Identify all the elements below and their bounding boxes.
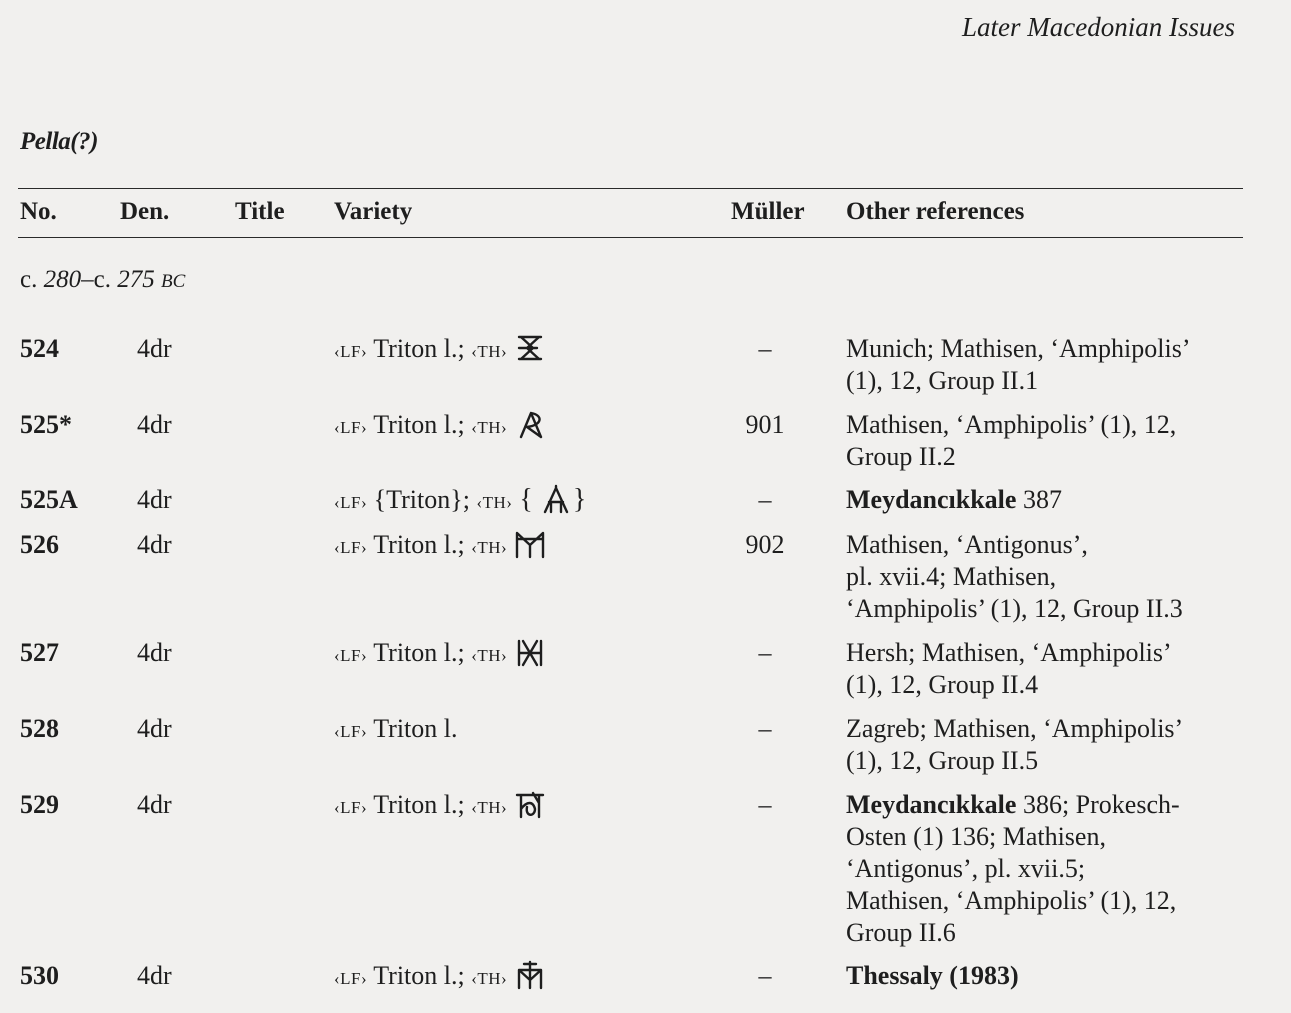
reference-text: (1), 12, Group II.5 (846, 746, 1039, 775)
running-head: Later Macedonian Issues (962, 12, 1235, 42)
reference-text: Osten (1) 136; Mathisen, (846, 822, 1106, 851)
brace-open: { (512, 484, 533, 515)
left-field-marker: ‹LF› (334, 538, 368, 557)
reference-line (846, 409, 1246, 441)
reference-hoard: Meydancıkkale (846, 790, 1017, 819)
left-field-marker: ‹LF› (334, 342, 368, 361)
coin-number: 525* (20, 410, 72, 439)
reference-hoard: Thessaly (1983) (846, 961, 1019, 990)
other-references (846, 637, 1246, 701)
left-field-marker: ‹LF› (334, 418, 368, 437)
muller-number: – (758, 334, 772, 363)
coin-number: 529 (20, 790, 59, 819)
muller-number: – (758, 485, 772, 514)
reference-text: Mathisen, ‘Amphipolis’ (1), 12, (846, 410, 1177, 439)
throne-marker: ‹TH› (476, 493, 513, 512)
reference-line (846, 669, 1246, 701)
variety (334, 789, 547, 824)
period-year-start: 280 (43, 266, 82, 293)
other-references (846, 409, 1246, 473)
reference-line (846, 789, 1246, 821)
reference-line (846, 745, 1246, 777)
coin-number: 530 (20, 961, 59, 990)
header-muller: Müller (731, 198, 805, 225)
reference-line (846, 821, 1246, 853)
header-rule-bottom (18, 237, 1243, 238)
reference-text: Mathisen, ‘Antigonus’, (846, 530, 1088, 559)
monogram-icon (513, 333, 547, 363)
header-rule-top (18, 188, 1243, 189)
denomination: 4dr (137, 485, 172, 514)
monogram-icon (539, 484, 573, 514)
other-references (846, 960, 1246, 992)
reference-text: Hersh; Mathisen, ‘Amphipolis’ (846, 638, 1172, 667)
coin-number: 525A (20, 485, 78, 514)
reference-text: Mathisen, ‘Amphipolis’ (1), 12, (846, 886, 1177, 915)
reference-text: Group II.6 (846, 918, 956, 947)
reference-line (846, 529, 1246, 561)
other-references (846, 713, 1246, 777)
reference-line (846, 853, 1246, 885)
reference-line (846, 960, 1246, 992)
throne-marker: ‹TH› (471, 538, 508, 557)
left-field-marker: ‹LF› (334, 969, 368, 988)
reference-text: Zagreb; Mathisen, ‘Amphipolis’ (846, 714, 1184, 743)
header-title: Title (235, 198, 285, 225)
reference-text: Group II.2 (846, 442, 956, 471)
reference-line (846, 484, 1246, 516)
monogram-icon (513, 529, 547, 559)
variety (334, 960, 547, 995)
variety (334, 637, 547, 672)
reference-text: Munich; Mathisen, ‘Amphipolis’ (846, 334, 1191, 363)
monogram-icon (513, 960, 547, 990)
reference-line (846, 333, 1246, 365)
denomination: 4dr (137, 961, 172, 990)
monogram-icon (513, 637, 547, 667)
variety (334, 484, 586, 519)
denomination: 4dr (137, 410, 172, 439)
variety (334, 529, 547, 564)
throne-marker: ‹TH› (471, 418, 508, 437)
muller-number: – (758, 961, 772, 990)
reference-line (846, 561, 1246, 593)
denomination: 4dr (137, 790, 172, 819)
monogram-icon (513, 789, 547, 819)
variety-text: Triton l. (367, 714, 458, 743)
denomination: 4dr (137, 334, 172, 363)
variety-text: Triton l.; (367, 638, 472, 667)
variety (334, 333, 547, 368)
variety (334, 409, 547, 444)
period-c1: c. (20, 266, 38, 293)
variety-text: Triton l.; (367, 334, 472, 363)
coin-number: 524 (20, 334, 59, 363)
reference-line (846, 637, 1246, 669)
muller-number: – (758, 790, 772, 819)
coin-number: 526 (20, 530, 59, 559)
header-no: No. (20, 198, 57, 225)
variety-text: Triton l.; (367, 410, 472, 439)
muller-number: – (758, 714, 772, 743)
header-variety: Variety (334, 198, 413, 225)
other-references (846, 789, 1246, 949)
left-field-marker: ‹LF› (334, 493, 368, 512)
monogram-icon (513, 409, 547, 439)
reference-line (846, 917, 1246, 949)
period-c2: –c. (81, 266, 111, 293)
throne-marker: ‹TH› (471, 969, 508, 988)
denomination: 4dr (137, 714, 172, 743)
reference-text: 387 (1016, 485, 1062, 514)
throne-marker: ‹TH› (471, 646, 508, 665)
reference-hoard: Meydancıkkale (846, 485, 1017, 514)
other-references (846, 529, 1246, 625)
reference-text: (1), 12, Group II.4 (846, 670, 1039, 699)
variety-text: Triton l.; (367, 530, 472, 559)
reference-line (846, 593, 1246, 625)
section-title: Pella(?) (20, 128, 98, 155)
other-references (846, 484, 1246, 516)
reference-text: pl. xvii.4; Mathisen, (846, 562, 1057, 591)
header-den: Den. (120, 198, 170, 225)
reference-line (846, 441, 1246, 473)
reference-line (846, 885, 1246, 917)
throne-marker: ‹TH› (471, 342, 508, 361)
variety-text: Triton l.; (367, 961, 472, 990)
denomination: 4dr (137, 530, 172, 559)
reference-text: (1), 12, Group II.1 (846, 366, 1039, 395)
coin-number: 527 (20, 638, 59, 667)
coin-number: 528 (20, 714, 59, 743)
reference-text: 386; Prokesch- (1016, 790, 1180, 819)
period-era: BC (160, 271, 186, 292)
muller-number: 901 (745, 410, 785, 439)
muller-number: – (758, 638, 772, 667)
header-other-references: Other references (846, 198, 1025, 225)
denomination: 4dr (137, 638, 172, 667)
variety-text: {Triton}; (367, 485, 477, 514)
other-references (846, 333, 1246, 397)
variety (334, 713, 458, 748)
throne-marker: ‹TH› (471, 798, 508, 817)
left-field-marker: ‹LF› (334, 798, 368, 817)
reference-line (846, 713, 1246, 745)
left-field-marker: ‹LF› (334, 646, 368, 665)
muller-number: 902 (745, 530, 785, 559)
reference-text: ‘Amphipolis’ (1), 12, Group II.3 (846, 594, 1183, 623)
variety-text: Triton l.; (367, 790, 472, 819)
left-field-marker: ‹LF› (334, 722, 368, 741)
reference-line (846, 365, 1246, 397)
period-year-end: 275 (117, 266, 155, 293)
period-label (20, 266, 185, 294)
brace-close: } (572, 484, 587, 515)
reference-text: ‘Antigonus’, pl. xvii.5; (846, 854, 1086, 883)
